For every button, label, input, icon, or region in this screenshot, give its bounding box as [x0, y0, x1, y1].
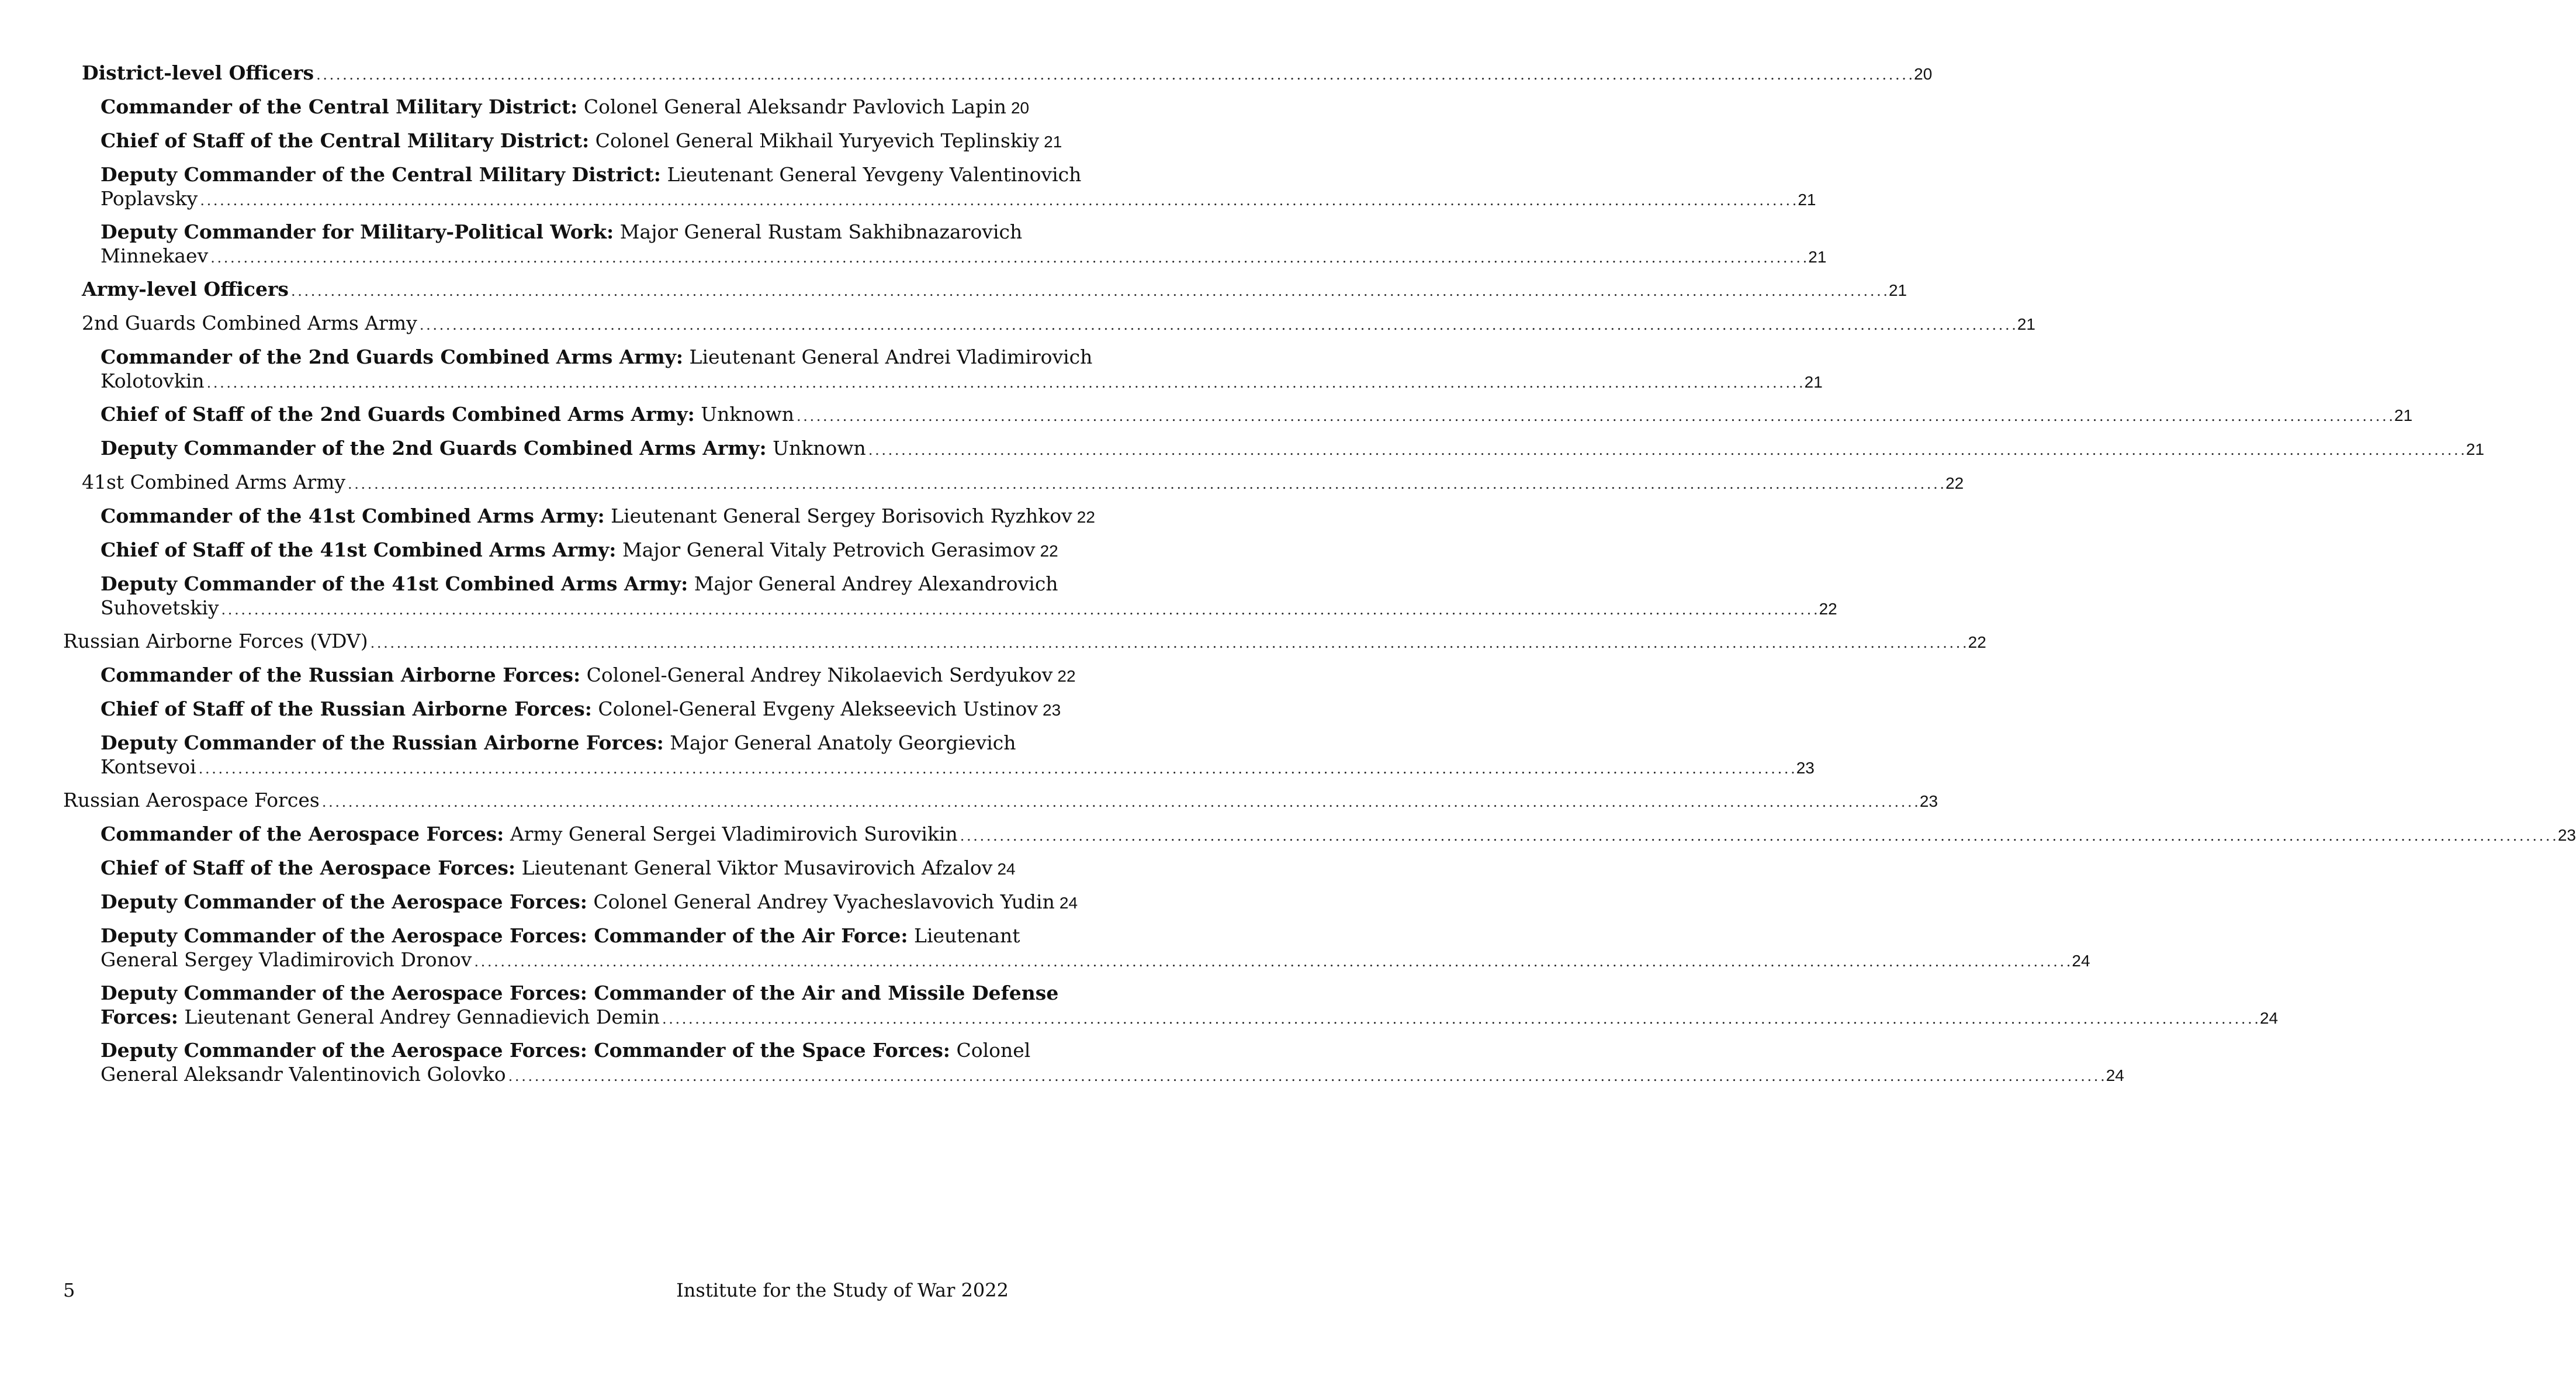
toc-page-number: 23 — [1043, 701, 1061, 719]
toc-entry-heading: Commander of the 41st Combined Arms Army: — [101, 505, 605, 527]
toc-entry-title — [101, 948, 472, 972]
toc-page-number: 24 — [1059, 894, 1078, 912]
toc-entry-heading: Deputy Commander for Military-Political Work: — [101, 220, 614, 243]
toc-page-number: 21 — [1044, 133, 1062, 151]
toc-entry-title — [82, 311, 417, 335]
toc-entry-text: Major General Andrey Alexandrovich — [688, 572, 1058, 595]
toc-page-number: 24 — [2106, 1066, 2124, 1084]
toc-entry-title — [101, 504, 1072, 528]
toc-entry-title — [101, 369, 205, 393]
toc-entry-text: Kontsevoi — [101, 755, 196, 778]
toc-entry-title — [101, 244, 208, 268]
toc-entry-title — [101, 755, 196, 779]
toc-entry-title — [101, 220, 1022, 243]
toc-page-number: 23 — [2557, 826, 2576, 844]
toc-entry[interactable] — [101, 731, 1815, 781]
toc-entry-title — [101, 402, 794, 426]
toc-entry-title — [63, 788, 320, 812]
toc-page-number: 22 — [1945, 474, 1964, 492]
toc-entry-title — [101, 1005, 660, 1029]
toc-page-number: 22 — [1076, 508, 1095, 526]
toc-entry[interactable] — [101, 436, 2485, 462]
toc-entry-text: General Aleksandr Valentinovich Golovko — [101, 1063, 506, 1086]
toc-entry-heading: Commander of the 2nd Guards Combined Arms Army: — [101, 345, 684, 368]
toc-entry-text: Lieutenant General Andrey Gennadievich Demin — [178, 1006, 660, 1028]
toc-entry-line — [101, 731, 1016, 755]
toc-entry-title — [82, 470, 345, 494]
toc-entry-title — [101, 663, 1052, 687]
toc-entry-title — [101, 856, 992, 880]
toc-page-number: 21 — [2394, 406, 2413, 424]
dot-leader — [508, 1065, 2104, 1089]
toc-entry-line — [101, 1005, 2279, 1031]
toc-entry-heading: Forces: — [101, 1006, 178, 1028]
dot-leader — [207, 371, 1802, 395]
toc-entry-title — [101, 163, 1081, 186]
toc-page-number: 21 — [1888, 281, 1907, 299]
toc-entry[interactable] — [101, 504, 1095, 530]
toc-page-number: 22 — [1057, 667, 1076, 685]
page-number: 5 — [63, 1279, 75, 1301]
dot-leader — [291, 279, 1886, 303]
toc-entry[interactable] — [82, 470, 1964, 496]
toc-entry-heading: Deputy Commander of the Aerospace Forces: Commander of the Space Forces: — [101, 1039, 950, 1062]
toc-entry[interactable] — [101, 981, 2279, 1031]
toc-entry[interactable] — [101, 95, 1030, 121]
toc-entry-line — [101, 572, 1058, 596]
toc-entry-text: Unknown — [694, 403, 794, 426]
toc-entry[interactable] — [82, 61, 1933, 87]
toc-entry-title — [101, 596, 219, 620]
toc-page-number: 21 — [1798, 191, 1816, 209]
toc-entry[interactable] — [101, 856, 1016, 882]
dot-leader — [797, 405, 2392, 429]
toc-entry[interactable] — [101, 129, 1062, 155]
dot-leader — [322, 790, 1917, 814]
dot-leader — [960, 824, 2556, 848]
toc-entry-title — [101, 1039, 1030, 1062]
toc-entry-heading: Commander of the Russian Airborne Forces: — [101, 664, 581, 686]
toc-entry[interactable] — [101, 924, 2090, 974]
toc-entry-heading: Deputy Commander of the Aerospace Forces: Commander of the Air Force: — [101, 924, 908, 947]
toc-entry-heading: Deputy Commander of the Aerospace Forces: Commander of the Air and Missile Defense — [101, 982, 1059, 1004]
dot-leader — [371, 631, 1966, 655]
toc-page-number: 23 — [1796, 759, 1815, 777]
toc-entry[interactable] — [82, 277, 1907, 303]
toc-page-number: 21 — [1804, 373, 1823, 391]
toc-entry-heading: Commander of the Central Military District: — [101, 95, 578, 118]
toc-entry-text: Lieutenant General Andrei Vladimirovich — [683, 345, 1093, 368]
toc-entry-text: Russian Airborne Forces (VDV) — [63, 630, 368, 652]
toc-entry[interactable] — [101, 890, 1078, 916]
toc-page-number: 24 — [997, 860, 1016, 878]
toc-entry-text: Colonel General Aleksandr Pavlovich Lapin — [577, 95, 1006, 118]
toc-entry-text: Colonel-General Evgeny Alekseevich Ustinov — [591, 697, 1038, 720]
toc-entry[interactable] — [101, 572, 1837, 622]
toc-entry-heading: Deputy Commander of the 41st Combined Arms Army: — [101, 572, 688, 595]
toc-entry[interactable] — [101, 163, 1816, 213]
toc-entry-text: Minnekaev — [101, 244, 209, 267]
toc-entry-text: 41st Combined Arms Army — [82, 471, 346, 493]
toc-entry-line — [101, 755, 1815, 781]
toc-entry-title — [101, 697, 1038, 721]
toc-entry-title — [82, 61, 314, 85]
toc-entry-text: Russian Aerospace Forces — [63, 789, 320, 811]
dot-leader — [200, 189, 1795, 213]
dot-leader — [199, 757, 1794, 781]
toc-entry-text: Suhovetskiy — [101, 596, 219, 619]
toc-entry[interactable] — [63, 788, 1938, 814]
toc-entry-line — [101, 186, 1816, 213]
toc-entry-title — [101, 186, 198, 210]
toc-entry-text: Lieutenant General Sergey Borisovich Ryzhkov — [604, 505, 1072, 527]
toc-entry[interactable] — [101, 697, 1061, 723]
toc-entry-line — [101, 981, 1059, 1005]
toc-entry-heading: Army-level Officers — [82, 278, 289, 300]
dot-leader — [662, 1007, 2258, 1031]
toc-page-number: 22 — [1040, 542, 1058, 560]
toc-entry-text: Lieutenant — [908, 924, 1020, 947]
dot-leader — [348, 472, 1943, 496]
toc-entry[interactable] — [63, 629, 1986, 655]
toc-entry-title — [101, 129, 1039, 153]
toc-entry-heading: Chief of Staff of the Central Military District: — [101, 129, 590, 152]
toc-entry[interactable] — [82, 311, 2036, 337]
dot-leader — [868, 438, 2464, 462]
toc-entry-text: Major General Anatoly Georgievich — [663, 731, 1016, 754]
toc-entry[interactable] — [101, 663, 1076, 689]
toc-page-number: 20 — [1010, 99, 1030, 117]
toc-entry-title — [101, 822, 958, 846]
toc-page-number: 22 — [1968, 633, 1986, 651]
toc-page-number: 22 — [1819, 600, 1837, 618]
toc-page-number: 21 — [2466, 440, 2485, 458]
toc-entry-title — [101, 890, 1055, 914]
toc-entry-heading: Deputy Commander of the 2nd Guards Combined Arms Army: — [101, 437, 767, 459]
toc-entry[interactable] — [101, 220, 1827, 270]
toc-entry-text: Colonel General Andrey Vyacheslavovich Yudin — [587, 890, 1055, 913]
toc-entry[interactable] — [101, 1038, 2124, 1089]
toc-entry-line — [101, 220, 1023, 244]
toc-entry-heading: Commander of the Aerospace Forces: — [101, 823, 504, 845]
toc-entry-text: Lieutenant General Viktor Musavirovich Afzalov — [515, 856, 993, 879]
toc-entry-line — [101, 596, 1837, 622]
toc-entry[interactable] — [101, 538, 1058, 564]
toc-entry-title — [101, 982, 1058, 1004]
toc-entry-text: Major General Vitaly Petrovich Gerasimov — [616, 538, 1036, 561]
toc-page-number: 21 — [1808, 248, 1827, 266]
toc-page-number: 24 — [2072, 952, 2090, 970]
toc-entry-title — [101, 1062, 506, 1086]
toc-entry-text: Army General Sergei Vladimirovich Surovikin — [504, 823, 958, 845]
toc-entry-text: Kolotovkin — [101, 369, 205, 392]
toc-entry-heading: Chief of Staff of the Russian Airborne Forces: — [101, 697, 592, 720]
toc-entry-title — [101, 731, 1016, 754]
toc-entry-title — [63, 629, 368, 653]
dot-leader — [474, 950, 2069, 974]
dot-leader — [420, 313, 2015, 337]
toc-entry-title — [101, 538, 1036, 562]
toc-entry-title — [101, 345, 1092, 368]
toc-entry-line — [101, 244, 1827, 270]
dot-leader — [316, 63, 1912, 87]
toc-entry-heading: Deputy Commander of the Russian Airborne Forces: — [101, 731, 664, 754]
toc-entry-line — [101, 369, 1823, 395]
toc-entry-line — [101, 345, 1093, 369]
toc-entry[interactable] — [101, 822, 2576, 848]
toc-entry-line — [101, 948, 2090, 974]
toc-entry-line — [101, 924, 1020, 948]
toc-entry-text: Colonel — [950, 1039, 1031, 1062]
toc-entry-heading: Deputy Commander of the Aerospace Forces: — [101, 890, 587, 913]
toc-entry-text: Major General Rustam Sakhibnazarovich — [614, 220, 1023, 243]
toc-entry-title — [82, 277, 289, 301]
toc-entry-heading: Deputy Commander of the Central Military District: — [101, 163, 661, 186]
toc-entry-text: Poplavsky — [101, 187, 198, 210]
toc-entry-title — [101, 924, 1020, 947]
toc-page-number: 20 — [1914, 65, 1933, 83]
toc-entry-line — [101, 1038, 1031, 1062]
toc-entry-title — [101, 572, 1058, 595]
toc-entry-heading: Chief of Staff of the 2nd Guards Combined Arms Army: — [101, 403, 695, 426]
toc-page-number: 21 — [2017, 315, 2036, 333]
toc-entry-heading: District-level Officers — [82, 61, 314, 84]
toc-entry-title — [101, 95, 1006, 119]
toc-entry-text: Colonel General Mikhail Yuryevich Teplinskiy — [589, 129, 1040, 152]
toc-entry-text: Unknown — [766, 437, 866, 459]
toc-entry-text: Colonel-General Andrey Nikolaevich Serdyukov — [580, 664, 1053, 686]
toc-entry-title — [101, 436, 866, 460]
toc-entry-text: General Sergey Vladimirovich Dronov — [101, 948, 472, 971]
toc-entry-line — [101, 163, 1082, 186]
toc-entry-text: 2nd Guards Combined Arms Army — [82, 312, 417, 334]
toc-entry-heading: Chief of Staff of the Aerospace Forces: — [101, 856, 516, 879]
toc-page-number: 24 — [2259, 1009, 2279, 1027]
toc-entry[interactable] — [101, 345, 1823, 395]
toc-entry-line — [101, 1062, 2124, 1089]
dot-leader — [210, 246, 1806, 270]
dot-leader — [221, 598, 1817, 622]
toc-entry-text: Lieutenant General Yevgeny Valentinovich — [660, 163, 1082, 186]
toc-page-number: 23 — [1919, 792, 1938, 810]
toc-entry-heading: Chief of Staff of the 41st Combined Arms Army: — [101, 538, 617, 561]
footer-organization: Institute for the Study of War 2022 — [676, 1279, 1009, 1301]
toc-entry[interactable] — [101, 402, 2413, 429]
